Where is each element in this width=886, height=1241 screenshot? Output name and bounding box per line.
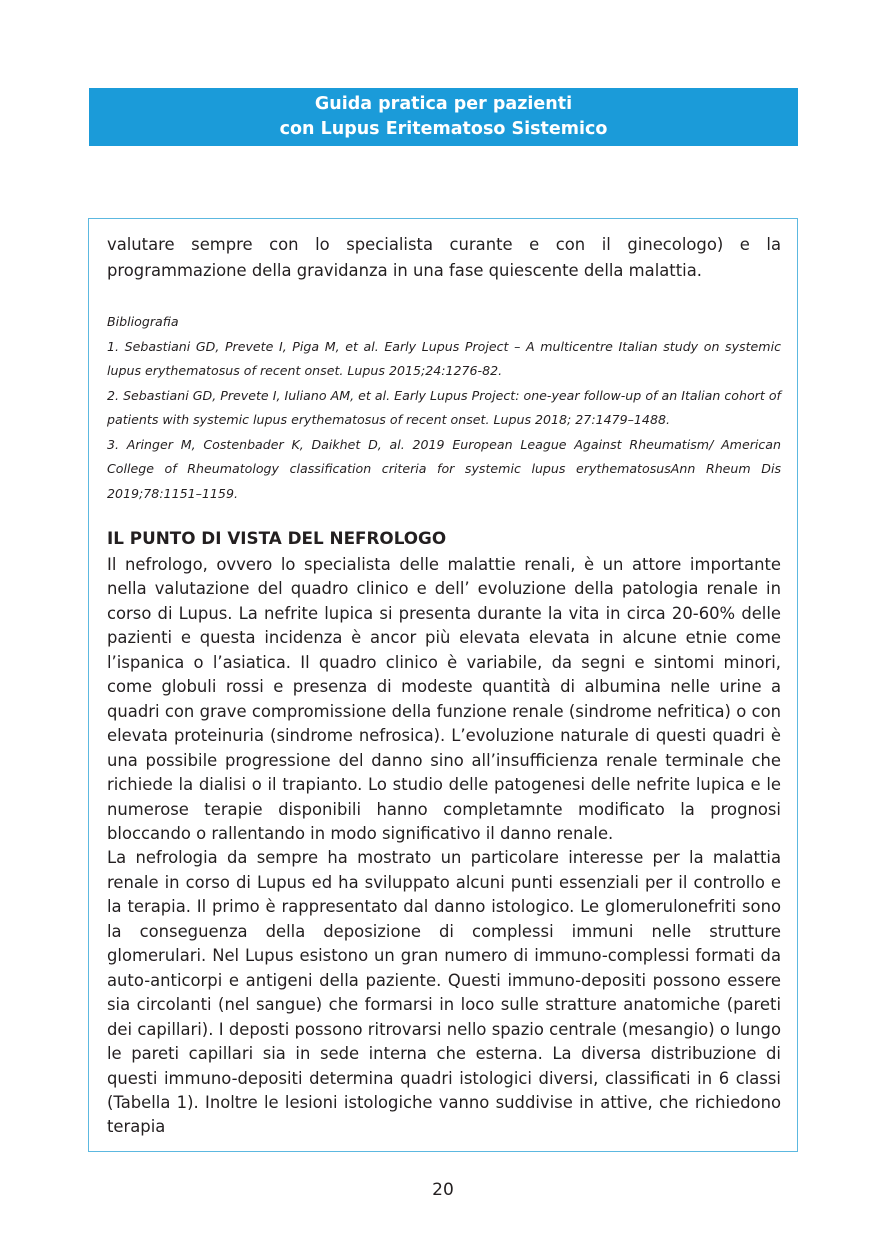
intro-paragraph: valutare sempre con lo specialista curante e con il ginecologo) e la programmazione della gravidanza in una fase quiescente della malattia. [107,235,781,280]
page-number: 20 [432,1180,454,1200]
bibliography-entry: 2. Sebastiani GD, Prevete I, Iuliano AM, et al. Early Lupus Project: one-year follow-up of an Italian cohort of patients with systemic lupus erythematosus of recent onset. Lupus 2018; 27:1479–1488. [107,387,781,427]
header-title-line2: con Lupus Eritematoso Sistemico [279,119,608,139]
header-title-line1: Guida pratica per pazienti [314,94,573,114]
bibliography-entry: 1. Sebastiani GD, Prevete I, Piga M, et al. Early Lupus Project – A multicentre Italian study on systemic lupus erythematosus of recent onset. Lupus 2015;24:1276-82. [107,338,781,378]
body-paragraph: Il nefrologo, ovvero lo specialista delle malattie renali, è un attore importante nella valutazione del quadro clinico e dell’ evoluzione della patologia renale in corso di Lupus. La nefrite lupica si presenta durante la vita in circa 20-60% delle pazienti e questa incidenza è ancor più elevata elevata in alcune etnie come l’ispanica o l’asiatica. Il quadro clinico è variabile, da segni e sintomi minori, come globuli rossi e presenza di modeste quantità di albumina nelle urine a quadri con grave compromissione della funzione renale (sindrome nefritica) o con elevata proteinuria (sindrome nefrosica). L’evoluzione naturale di questi quadri è una possibile progressione del danno sino all’insufficienza renale terminale che richiede la dialisi o il trapianto. Lo studio delle patogenesi delle nefrite lupica e le numerose terapie disponibili hanno completamnte modificato la prognosi bloccando o rallentando in modo significativo il danno renale. [107,555,781,843]
bibliography-entry: 3. Aringer M, Costenbader K, Daikhet D, al. 2019 European League Against Rheumatism/ American College of Rheumatology classification criteria for systemic lupus erythematosusAnn Rheum Dis 2019;78:1151–1159. [107,436,781,501]
header-banner [89,88,798,146]
section-body [107,553,781,1140]
body-paragraph: La nefrologia da sempre ha mostrato un particolare interesse per la malattia renale in corso di Lupus ed ha sviluppato alcuni punti essenziali per il controllo e la terapia. Il primo è rappresentato dal danno istologico. Le glomerulonefriti sono la conseguenza della deposizione di complessi immuni nelle strutture glomerulari. Nel Lupus esistono un gran numero di immuno-complessi formati da auto-anticorpi e antigeni della paziente. Questi immuno-depositi possono essere sia circolanti (nel sangue) che formarsi in loco sulle stratture anatomiche (pareti dei capillari). I deposti possono ritrovarsi nello spazio centrale (mesangio) o lungo le pareti capillari sia in sede interna che esterna. La diversa distribuzione di questi immuno-depositi determina quadri istologici diversi, classificati in 6 classi (Tabella 1). Inoltre le lesioni istologiche vanno suddivise in attive, che richiedono terapia [107,848,781,1137]
bibliography-heading: Bibliografia [107,314,179,329]
section-title: IL PUNTO DI VISTA DEL NEFROLOGO [107,528,447,548]
bibliography [107,310,781,506]
